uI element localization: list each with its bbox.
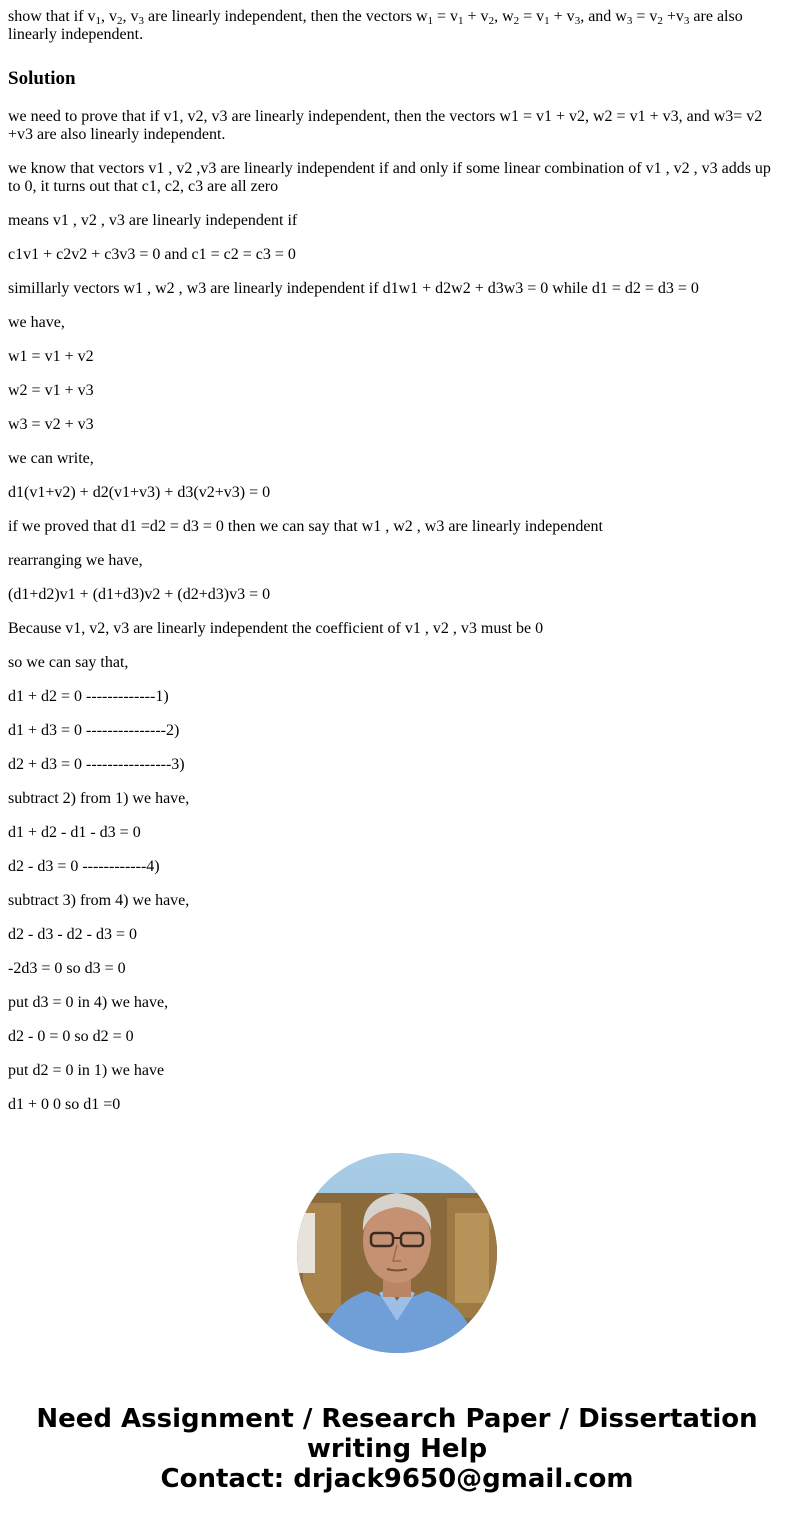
solution-line: simillarly vectors w1 , w2 , w3 are linearly independent if d1w1 + d2w2 + d3w3 = 0 while d1 = d2 = d3 = 0 <box>8 280 699 297</box>
solution-line: d1 + d2 - d1 - d3 = 0 <box>8 824 141 841</box>
solution-line: put d2 = 0 in 1) we have <box>8 1062 165 1079</box>
portrait-photo <box>297 1153 497 1353</box>
solution-line: subtract 2) from 1) we have, <box>8 790 190 807</box>
solution-line: d2 - 0 = 0 so d2 = 0 <box>8 1028 134 1045</box>
solution-line: means v1 , v2 , v3 are linearly independent if <box>8 212 298 229</box>
promo-line: Need Assignment / Research Paper / Dissertation <box>36 1404 758 1434</box>
solution-line: d2 - d3 = 0 ------------4) <box>8 858 160 875</box>
solution-line: put d3 = 0 in 4) we have, <box>8 994 169 1011</box>
question-text: show that if $v_1$, $v_2$, $v_3$ are linearly independent, then the vectors $w_1 = v_1 + v_2$, $w_2 = v_1 + v_3$, and $w_3 = v_2 +v_3$ are also linearly independent. <box>8 8 743 43</box>
solution-line: c1v1 + c2v2 + c3v3 = 0 and c1 = c2 = c3 = 0 <box>8 246 296 263</box>
solution-line: we can write, <box>8 450 94 467</box>
solution-line: we have, <box>8 314 65 331</box>
document-body <box>8 8 778 1113</box>
solution-line: subtract 3) from 4) we have, <box>8 892 190 909</box>
promo-banner <box>0 1404 794 1494</box>
promo-contact: Contact: drjack9650@gmail.com <box>160 1464 634 1494</box>
solution-line: so we can say that, <box>8 654 129 671</box>
solution-line: d2 - d3 - d2 - d3 = 0 <box>8 926 138 943</box>
solution-line: w1 = v1 + v2 <box>8 348 94 365</box>
solution-line: we need to prove that if v1, v2, v3 are linearly independent, then the vectors w1 = v1 + v2, w2 = v1 + v3, and w3= v2 +v3 are also linearly independent. <box>8 108 763 143</box>
solution-line: (d1+d2)v1 + (d1+d3)v2 + (d2+d3)v3 = 0 <box>8 586 271 603</box>
solution-line: d1 + 0 0 so d1 =0 <box>8 1096 121 1113</box>
solution-line: w2 = v1 + v3 <box>8 382 94 399</box>
solution-line: d1 + d3 = 0 ---------------2) <box>8 722 180 739</box>
solution-line: if we proved that d1 =d2 = d3 = 0 then we can say that w1 , w2 , w3 are linearly independent <box>8 518 603 535</box>
solution-line: w3 = v2 + v3 <box>8 416 94 433</box>
solution-line: d1 + d2 = 0 -------------1) <box>8 688 169 705</box>
solution-line: rearranging we have, <box>8 552 143 569</box>
solution-heading: Solution <box>8 68 76 89</box>
solution-line: Because v1, v2, v3 are linearly independent the coefficient of v1 , v2 , v3 must be 0 <box>8 620 544 637</box>
solution-line: d2 + d3 = 0 ----------------3) <box>8 756 185 773</box>
solution-line: we know that vectors v1 , v2 ,v3 are linearly independent if and only if some linear combination of v1 , v2 , v3 adds up to 0, it turns out that c1, c2, c3 are all zero <box>8 160 771 195</box>
promo-line: writing Help <box>306 1434 488 1464</box>
avatar <box>297 1153 497 1353</box>
solution-line: d1(v1+v2) + d2(v1+v3) + d3(v2+v3) = 0 <box>8 484 271 501</box>
solution-line: -2d3 = 0 so d3 = 0 <box>8 960 126 977</box>
